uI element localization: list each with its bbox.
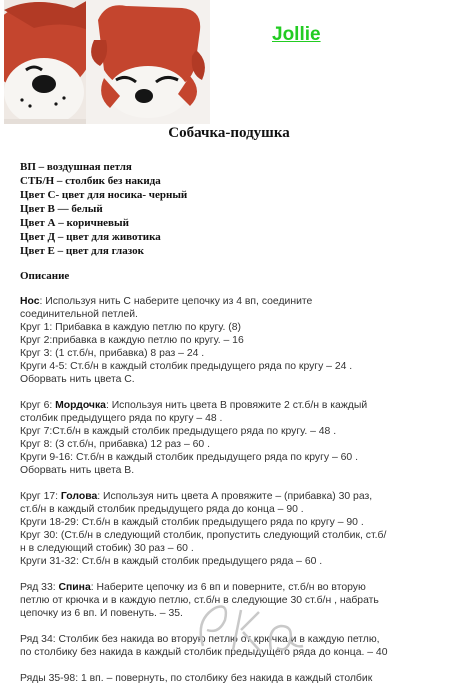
instruction-line: соединительной петлей. [20, 309, 138, 320]
instruction-line: Круг 6: Мордочка: Используя нить цвета В провяжите 2 ст.б/н в каждый [20, 400, 368, 411]
instruction-line: Круг 30: (Ст.б/н в следующий столбик, пропустить следующий столбик, ст.б/ [20, 530, 387, 541]
instruction-line: Оборвать нить цвета С. [20, 374, 135, 385]
instruction-line: Ряд 34: Столбик без накида во вторую петлю от крючка и в каждую петлю, [20, 634, 380, 645]
pattern-instructions [20, 295, 440, 685]
instruction-line: ст.б/н в каждый столбик предыдущего ряда до конца – 90 . [20, 504, 304, 515]
instruction-line: Ряды 35-98: 1 вп. – повернуть, по столбику без накида в каждый столбик [20, 673, 373, 684]
instruction-line: н в следующий стобик) 30 раз – 60 . [20, 543, 194, 554]
legend-item: Цвет Е – цвет для глазок [20, 245, 144, 257]
brand-link[interactable]: Jollie [272, 24, 321, 45]
instruction-line: Круги 31-32: Ст.б/н в каждый столбик предыдущего ряда – 60 . [20, 556, 323, 567]
instruction-line: столбик предыдущего ряда по кругу – 48 . [20, 413, 223, 424]
legend-item: Цвет Д – цвет для животика [20, 231, 161, 243]
instruction-line: Круг 8: (3 ст.б/н, прибавка) 12 раз – 60 . [20, 439, 210, 450]
legend-item: Цвет С- цвет для носика- черный [20, 189, 188, 201]
instruction-line: петлю от крючка и в каждую петлю, ст.б/н в следующие 30 ст.б/н , набрать [20, 595, 379, 606]
legend-item: СТБ/Н – столбик без накида [20, 175, 161, 187]
abbreviation-legend [20, 160, 187, 258]
instruction-line: Оборвать нить цвета В. [20, 465, 135, 476]
instruction-line: Круги 9-16: Ст.б/н в каждый столбик предыдущего ряда по кругу – 60 . [20, 452, 358, 463]
instruction-line: цепочку из 6 вп. И повенуть. – 35. [20, 608, 183, 619]
instruction-line: Круги 4-5: Ст.б/н в каждый столбик предыдущего ряда по кругу – 24 . [20, 361, 353, 372]
instruction-line: Круги 18-29: Ст.б/н в каждый столбик предыдущего ряда по кругу – 90 . [20, 517, 364, 528]
instruction-line: Круг 1: Прибавка в каждую петлю по кругу. (8) [20, 322, 241, 333]
legend-item: ВП – воздушная петля [20, 161, 132, 173]
part-label: Нос [20, 296, 40, 307]
instruction-line: Ряд 33: Спина: Наберите цепочку из 6 вп и поверните, ст.б/н во вторую [20, 582, 366, 593]
instruction-line: Круг 2:прибавка в каждую петлю по кругу. – 16 [20, 335, 244, 346]
instruction-line: по столбику без накида в каждый столбик предыдущего ряда до конца. – 40 [20, 647, 388, 658]
instruction-line: Круг 3: (1 ст.б/н, прибавка) 8 раз – 24 . [20, 348, 205, 359]
instruction-line: Круг 17: Голова: Используя нить цвета А провяжите – (прибавка) 30 раз, [20, 491, 373, 502]
instruction-line: Круг 7:Ст.б/н в каждый столбик предыдущего ряда по кругу. – 48 . [20, 426, 337, 437]
part-label: Мордочка [55, 400, 106, 411]
product-photos [0, 0, 230, 128]
page-title: Собачка-подушка [168, 125, 290, 141]
part-label: Голова [60, 491, 98, 502]
dog-pillow-photo-closeup [4, 0, 88, 124]
part-label: Спина [58, 582, 91, 593]
section-heading: Описание [20, 270, 70, 282]
legend-item: Цвет А – коричневый [20, 217, 129, 229]
instruction-line: Нос: Используя нить С наберите цепочку из 4 вп, соедините [20, 296, 313, 307]
dog-pillow-photo-full [86, 0, 210, 124]
legend-item: Цвет В — белый [20, 203, 103, 215]
